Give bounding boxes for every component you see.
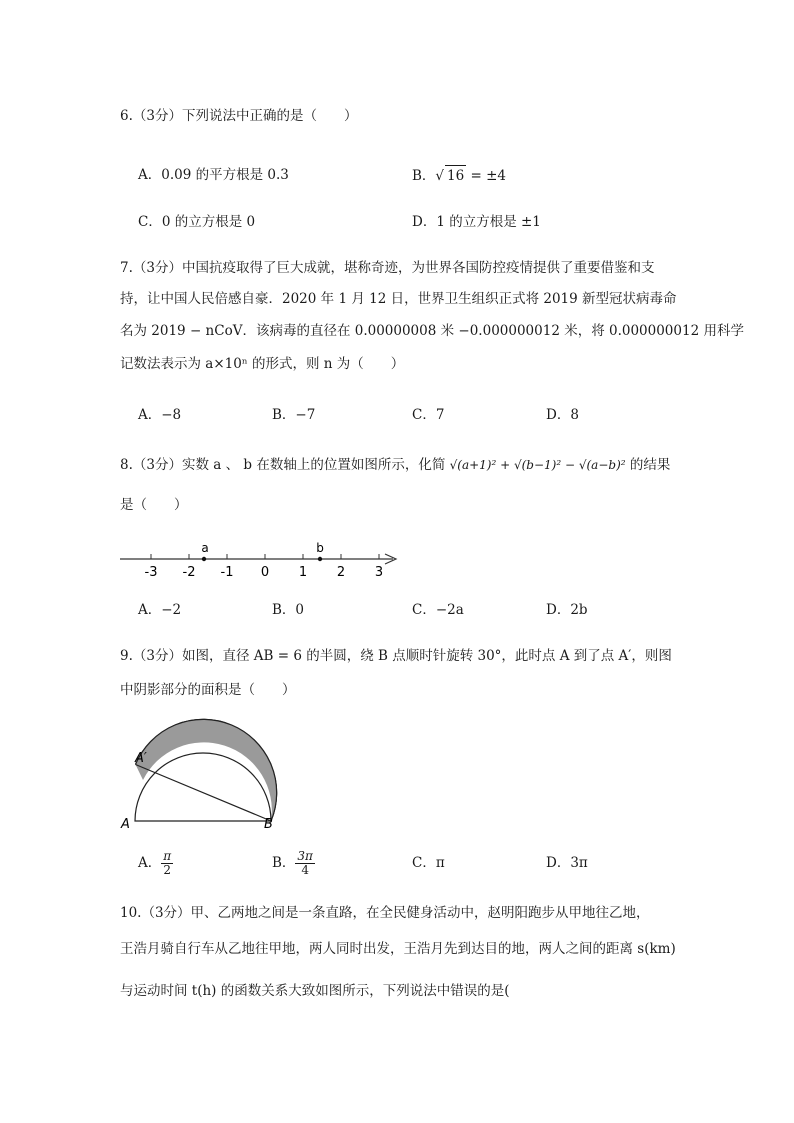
q8-option-d[interactable]: D．2b: [546, 602, 588, 618]
q6-stem: 6.（3分）下列说法中正确的是（ ）: [120, 108, 358, 124]
q8-option-a[interactable]: A．−2: [138, 602, 182, 618]
semicircle-rotation-figure: [115, 718, 285, 834]
q10-line-2: 王浩月骑自行车从乙地往甲地，两人同时出发，王浩月先到达目的地，两人之间的距离 s(km): [120, 941, 676, 957]
tick-label: 1: [298, 565, 308, 580]
q8-line-1-text: 8.（3分）实数 a 、 b 在数轴上的位置如图所示，化简: [120, 457, 446, 473]
q6-option-b-label: B．: [412, 168, 436, 184]
q6-option-b-tail: = ±4: [466, 168, 507, 184]
q8-option-b[interactable]: B．0: [272, 602, 305, 618]
q6-option-c[interactable]: C．0 的立方根是 0: [138, 214, 256, 230]
q7-option-c[interactable]: C．7: [412, 407, 445, 423]
point-a-dot: [202, 557, 206, 561]
point-a-label: a: [201, 541, 209, 555]
q6-option-a[interactable]: A．0.09 的平方根是 0.3: [138, 167, 289, 183]
tick-label: 0: [260, 565, 270, 580]
q7-option-d[interactable]: D．8: [546, 407, 579, 423]
q9-option-a[interactable]: [138, 850, 173, 877]
q7-line-3: 名为 2019 − nCoV．该病毒的直径在 0.00000008 米 −0.000000012 米，将 0.000000012 用科学: [120, 323, 744, 339]
tick-label: -2: [182, 565, 196, 580]
q10-line-3: 与运动时间 t(h) 的函数关系大致如图所示，下列说法中错误的是(: [120, 983, 510, 999]
point-b-dot: [318, 557, 322, 561]
q10-line-1: 10.（3分）甲、乙两地之间是一条直路，在全民健身活动中，赵明阳跑步从甲地往乙地，: [120, 905, 650, 921]
tick-label: 2: [336, 565, 346, 580]
q8-line-2: 是（ ）: [120, 497, 188, 513]
q7-option-a[interactable]: A．−8: [138, 407, 182, 423]
q9-option-b[interactable]: [272, 850, 315, 877]
number-line-ticks: [151, 554, 379, 559]
fraction-numerator: 3π: [297, 849, 313, 863]
sqrt-symbol: √: [435, 168, 445, 184]
label-a-prime: A′: [135, 751, 147, 766]
q7-line-1: 7.（3分）中国抗疫取得了巨大成就，堪称奇迹，为世界各国防控疫情提供了重要借鉴和支: [120, 260, 655, 276]
tick-label: 3: [374, 565, 384, 580]
q9-option-d[interactable]: D．3π: [546, 855, 588, 871]
q9-option-c[interactable]: C．π: [412, 855, 445, 871]
q8-line-1-tail: 的结果: [629, 457, 671, 473]
q8-line-1: [120, 455, 670, 475]
fraction-numerator: π: [163, 849, 172, 863]
q7-option-b[interactable]: B．−7: [272, 407, 316, 423]
fraction-denominator: 4: [301, 863, 309, 877]
label-a: A: [121, 817, 130, 832]
q7-line-2: 持，让中国人民倍感自豪．2020 年 1 月 12 日，世界卫生组织正式将 2019 新型冠状病毒命: [120, 291, 677, 307]
q8-expression: √(a+1)² + √(b−1)² − √(a−b)²: [449, 458, 626, 472]
number-line-figure: [115, 538, 405, 580]
point-b-label: b: [316, 541, 324, 555]
label-b: B: [264, 817, 273, 832]
q9-line-2: 中阴影部分的面积是（ ）: [120, 682, 296, 698]
q9-option-a-fraction: [161, 850, 173, 877]
original-semicircle: [135, 753, 271, 821]
q7-line-4: 记数法表示为 a×10ⁿ 的形式，则 n 为（ ）: [120, 356, 405, 372]
q9-line-1: 9.（3分）如图，直径 AB = 6 的半圆，绕 B 点顺时针旋转 30°，此时点 A 到了点 A′，则图: [120, 648, 672, 664]
tick-label: -1: [220, 565, 234, 580]
fraction-denominator: 2: [163, 863, 172, 877]
q6-option-b[interactable]: [412, 165, 506, 186]
q6-option-b-radicand: 16: [445, 165, 466, 186]
q9-option-b-fraction: [295, 850, 315, 877]
q6-option-d[interactable]: D．1 的立方根是 ±1: [412, 214, 541, 230]
q8-option-c[interactable]: C．−2a: [412, 602, 464, 618]
q9-option-b-label: B．: [272, 855, 296, 871]
tick-label: -3: [144, 565, 158, 580]
q9-option-a-label: A．: [138, 855, 162, 871]
